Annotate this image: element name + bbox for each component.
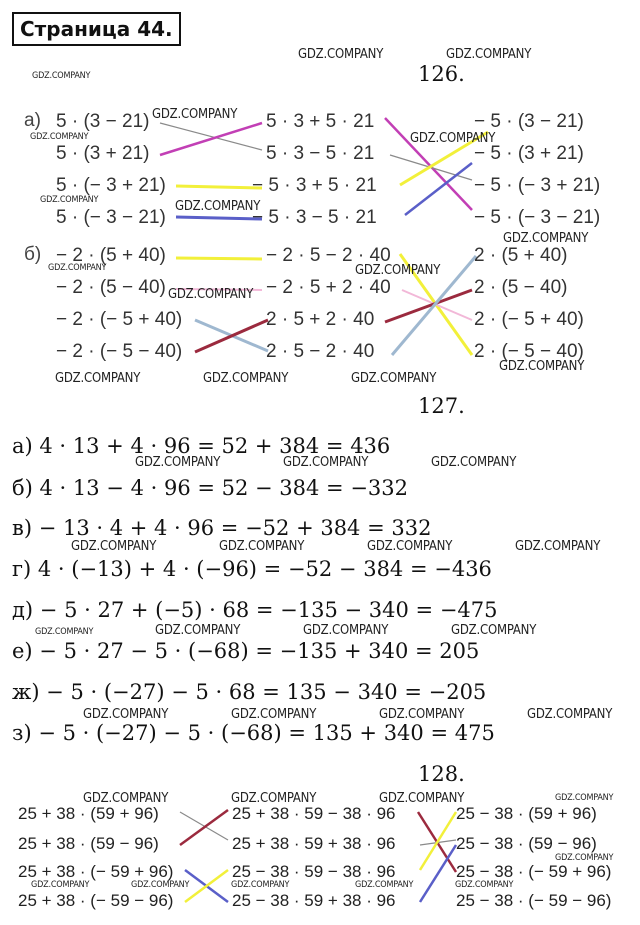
watermark: GDZ.COMPANY [155, 623, 241, 638]
watermark: GDZ.COMPANY [555, 853, 614, 863]
watermark: GDZ.COMPANY [355, 263, 441, 278]
line-126a-4 [176, 217, 262, 219]
watermark: GDZ.COMPANY [168, 287, 254, 302]
expr-128-col3: 25 − 38 · (59 + 96) [456, 804, 597, 823]
expr-128-col2: 25 + 38 · 59 + 38 · 96 [232, 834, 396, 853]
watermark: GDZ.COMPANY [431, 455, 517, 470]
expr-126a-col3: − 5 · (3 + 21) [474, 143, 584, 164]
expr-126a-col1: 5 · (3 + 21) [56, 143, 150, 164]
watermark: GDZ.COMPANY [83, 707, 169, 722]
watermark: GDZ.COMPANY [131, 880, 190, 890]
equation-line: а) 4 · 13 + 4 · 96 = 52 + 384 = 436 [12, 434, 391, 458]
watermark: GDZ.COMPANY [31, 880, 90, 890]
expr-128-col1: 25 + 38 · (59 + 96) [18, 804, 159, 823]
expr-126a-col1: 5 · (− 3 − 21) [56, 207, 166, 228]
watermark: GDZ.COMPANY [303, 623, 389, 638]
expr-126b-col3: 2 · (5 + 40) [474, 245, 568, 266]
part-label-b: б) [24, 244, 42, 265]
expr-128-col1: 25 + 38 · (59 − 96) [18, 834, 159, 853]
watermark: GDZ.COMPANY [446, 47, 532, 62]
expr-128-col2: 25 + 38 · 59 − 38 · 96 [232, 804, 396, 823]
watermark: GDZ.COMPANY [40, 195, 99, 205]
expr-126a-col1: 5 · (3 − 21) [56, 111, 150, 132]
watermark: GDZ.COMPANY [367, 539, 453, 554]
equation-line: е) − 5 · 27 − 5 · (−68) = −135 + 340 = 205 [12, 639, 480, 663]
watermark: GDZ.COMPANY [379, 707, 465, 722]
watermark: GDZ.COMPANY [30, 132, 89, 142]
expr-128-col2: 25 − 38 · 59 − 38 · 96 [232, 862, 396, 881]
expr-128-col1: 25 + 38 · (− 59 + 96) [18, 862, 174, 881]
expr-128-col3: 25 − 38 · (59 − 96) [456, 834, 597, 853]
expr-126b-col1: − 2 · (− 5 − 40) [56, 341, 183, 362]
expr-126b-col2: − 2 · 5 + 2 · 40 [266, 277, 391, 298]
watermark: GDZ.COMPANY [152, 107, 238, 122]
equation-line: ж) − 5 · (−27) − 5 · 68 = 135 − 340 = −205 [12, 680, 487, 704]
equation-line: з) − 5 · (−27) − 5 · (−68) = 135 + 340 = 475 [12, 721, 495, 745]
expr-126b-col3: 2 · (− 5 − 40) [474, 341, 584, 362]
line-128-2 [180, 810, 228, 845]
watermark: GDZ.COMPANY [351, 371, 437, 386]
watermark: GDZ.COMPANY [355, 880, 414, 890]
watermark: GDZ.COMPANY [410, 131, 496, 146]
expr-126a-col2: 5 · 3 − 5 · 21 [266, 143, 375, 164]
watermark: GDZ.COMPANY [83, 791, 169, 806]
expr-126a-col3: − 5 · (3 − 21) [474, 111, 584, 132]
expr-126a-col3: − 5 · (− 3 + 21) [474, 175, 601, 196]
watermark: GDZ.COMPANY [55, 371, 141, 386]
expr-126b-col2: − 2 · 5 − 2 · 40 [266, 245, 391, 266]
watermark: GDZ.COMPANY [203, 371, 289, 386]
expr-126b-col2: 2 · 5 − 2 · 40 [266, 341, 375, 362]
expr-126a-col2: − 5 · 3 − 5 · 21 [252, 207, 377, 228]
watermark: GDZ.COMPANY [503, 231, 589, 246]
expr-126a-col3: − 5 · (− 3 − 21) [474, 207, 601, 228]
watermark: GDZ.COMPANY [231, 880, 290, 890]
watermark: GDZ.COMPANY [35, 627, 94, 637]
watermark: GDZ.COMPANY [32, 71, 91, 81]
watermark: GDZ.COMPANY [48, 263, 107, 273]
part-label-a: а) [24, 110, 41, 131]
task-number-126: 126. [418, 62, 465, 86]
expr-128-col1: 25 + 38 · (− 59 − 96) [18, 891, 174, 910]
line-126a-2 [160, 123, 262, 155]
expr-126b-col1: − 2 · (5 − 40) [56, 277, 166, 298]
task-number-127: 127. [418, 394, 465, 418]
equation-line: б) 4 · 13 − 4 · 96 = 52 − 384 = −332 [12, 476, 408, 500]
expr-126a-col2: 5 · 3 + 5 · 21 [266, 111, 375, 132]
watermark: GDZ.COMPANY [455, 880, 514, 890]
line-126a-8 [405, 163, 472, 215]
equation-line: г) 4 · (−13) + 4 · (−96) = −52 − 384 = −436 [12, 557, 492, 581]
line-126b-1 [176, 258, 262, 259]
watermark: GDZ.COMPANY [135, 455, 221, 470]
watermark: GDZ.COMPANY [515, 539, 601, 554]
watermark: GDZ.COMPANY [379, 791, 465, 806]
watermark: GDZ.COMPANY [71, 539, 157, 554]
expr-126b-col3: 2 · (− 5 + 40) [474, 309, 584, 330]
watermark: GDZ.COMPANY [451, 623, 537, 638]
line-126a-3 [176, 186, 262, 188]
watermark: GDZ.COMPANY [298, 47, 384, 62]
expr-126b-col1: − 2 · (− 5 + 40) [56, 309, 183, 330]
watermark: GDZ.COMPANY [527, 707, 613, 722]
equation-line: д) − 5 · 27 + (−5) · 68 = −135 − 340 = −475 [12, 598, 498, 622]
task-number-128: 128. [418, 762, 465, 786]
watermark: GDZ.COMPANY [283, 455, 369, 470]
watermark: GDZ.COMPANY [175, 199, 261, 214]
expr-126b-col1: − 2 · (5 + 40) [56, 245, 166, 266]
watermark: GDZ.COMPANY [219, 539, 305, 554]
watermark: GDZ.COMPANY [499, 359, 585, 374]
watermark: GDZ.COMPANY [231, 791, 317, 806]
watermark: GDZ.COMPANY [231, 707, 317, 722]
equation-line: в) − 13 · 4 + 4 · 96 = −52 + 384 = 332 [12, 516, 432, 540]
page-title: Страница 44. [12, 12, 181, 46]
expr-128-col2: 25 − 38 · 59 + 38 · 96 [232, 891, 396, 910]
line-128-8 [420, 845, 456, 902]
expr-126b-col3: 2 · (5 − 40) [474, 277, 568, 298]
expr-126b-col2: 2 · 5 + 2 · 40 [266, 309, 375, 330]
expr-126a-col2: − 5 · 3 + 5 · 21 [252, 175, 377, 196]
expr-126a-col1: 5 · (− 3 + 21) [56, 175, 166, 196]
watermark: GDZ.COMPANY [555, 793, 614, 803]
expr-128-col3: 25 − 38 · (− 59 − 96) [456, 891, 612, 910]
expr-128-col3: 25 − 38 · (− 59 + 96) [456, 862, 612, 881]
